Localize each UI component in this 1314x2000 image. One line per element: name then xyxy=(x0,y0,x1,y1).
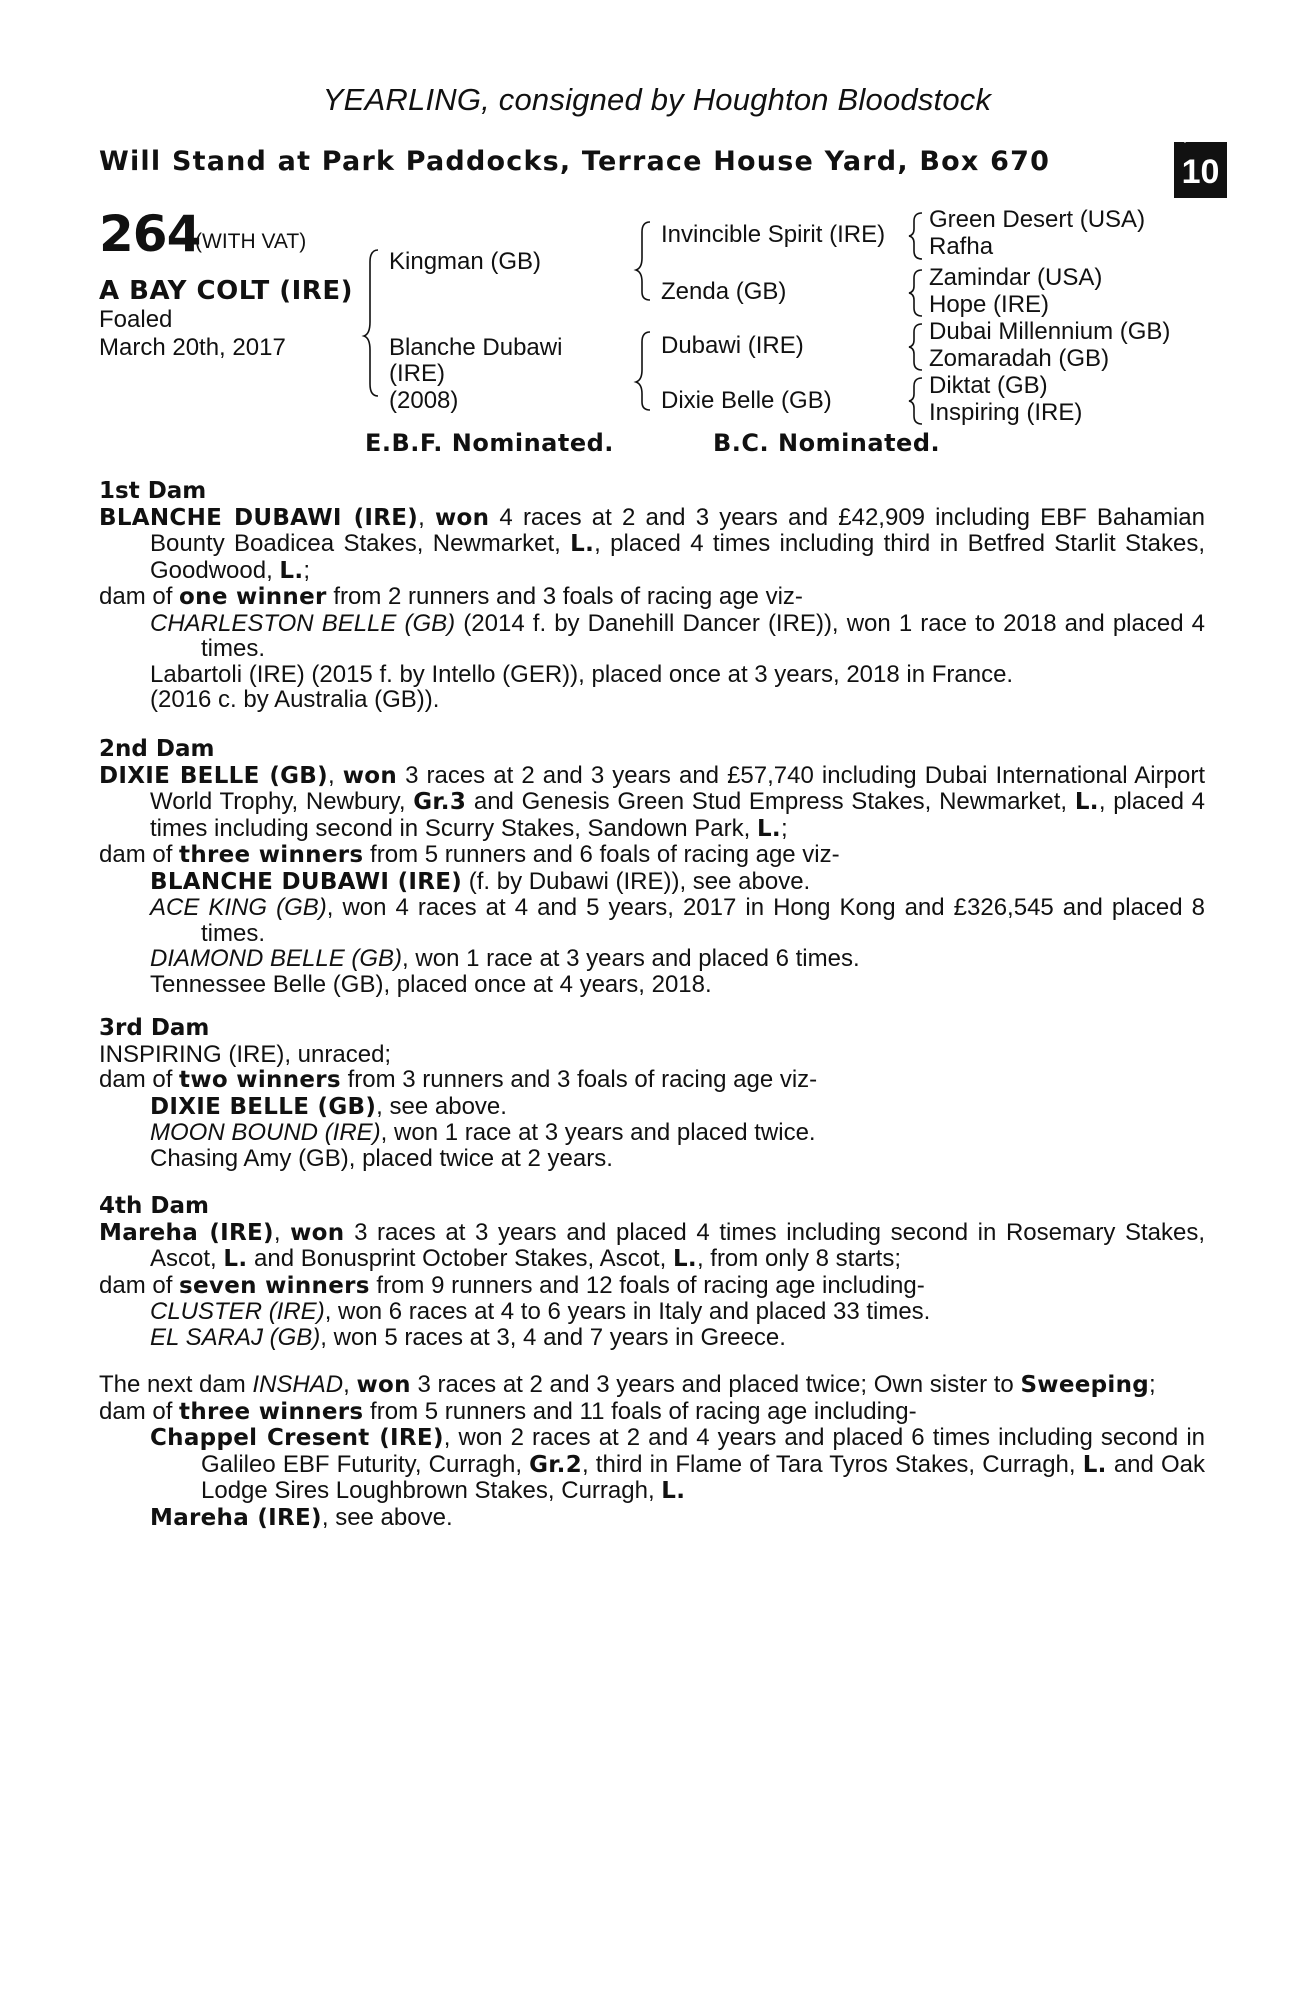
produce-item xyxy=(99,946,1205,972)
second-dam-text: 3 races at 2 and 3 years and £57,740 including Dubai International Airport World Trophy, Newbury, xyxy=(150,761,1205,815)
produce-text: (f. by Dubawi (IRE)), see above. xyxy=(462,867,811,895)
listed-mark: L. xyxy=(661,1478,686,1504)
next-dam-produce-summary xyxy=(99,1399,1205,1426)
second-dam-section xyxy=(99,737,1205,997)
group-mark: Gr.3 xyxy=(413,789,467,815)
second-dam-produce-summary xyxy=(99,842,1205,869)
pedigree-gp-5: Dubai Millennium (GB) xyxy=(929,318,1171,345)
produce-item xyxy=(99,611,1205,662)
fourth-dam-section xyxy=(99,1194,1205,1350)
listed-mark: L. xyxy=(756,815,781,842)
pedigree-sire-dam: Zenda (GB) xyxy=(661,278,787,305)
next-dam-section xyxy=(99,1372,1205,1531)
first-dam-section xyxy=(99,479,1205,713)
badge-plus-sign: + xyxy=(1180,129,1190,148)
listed-mark: L. xyxy=(570,531,595,557)
lot-name: A BAY COLT (IRE) xyxy=(99,276,353,306)
lot-number: 264 xyxy=(99,205,201,263)
winners-count: three winners xyxy=(179,1398,364,1425)
produce-text: , see above. xyxy=(321,1503,453,1531)
fourth-dam-text: 3 races at 3 years and placed 4 times including second in Rosemary Stakes, Ascot, xyxy=(150,1218,1205,1272)
winners-count: seven winners xyxy=(179,1272,370,1299)
produce-name: DIXIE BELLE (GB) xyxy=(150,1093,377,1120)
sister-name: Sweeping xyxy=(1020,1372,1150,1398)
next-dam-text: The next dam xyxy=(99,1371,253,1398)
dam-of-label: dam of xyxy=(99,1066,180,1093)
listed-mark: L. xyxy=(672,1246,697,1272)
pedigree-gp-3: Zamindar (USA) xyxy=(929,264,1103,291)
fourth-dam-heading: 4th Dam xyxy=(99,1193,209,1219)
first-dam-name: BLANCHE DUBAWI (IRE) xyxy=(99,504,419,531)
winners-count: one winner xyxy=(179,584,327,610)
produce-item: Tennessee Belle (GB), placed once at 4 years, 2018. xyxy=(150,970,712,998)
next-dam-record: The next dam INSHAD, won 3 races at 2 and 3 years and placed twice; Own sister to Sweeping; xyxy=(99,1371,1156,1398)
won-label: won xyxy=(342,762,398,789)
second-dam-text: , placed 4 times including second in Scurry Stakes, Sandown Park, xyxy=(150,788,1205,842)
lot-vat-note: (WITH VAT) xyxy=(195,230,307,253)
first-dam-text: ; xyxy=(303,556,311,584)
produce-item: (2016 c. by Australia (GB)). xyxy=(150,686,440,713)
won-label: won xyxy=(356,1372,411,1398)
consignment-title: YEARLING, consigned by Houghton Bloodstock xyxy=(322,82,992,117)
third-dam-record: INSPIRING (IRE), unraced; xyxy=(99,1040,392,1068)
ebf-nominated: E.B.F. Nominated. xyxy=(365,429,614,457)
produce-text: (2014 f. by xyxy=(455,609,588,637)
listed-mark: L. xyxy=(1074,789,1099,815)
winners-count: three winners xyxy=(179,842,364,868)
pedigree-dam-line3: (2008) xyxy=(389,387,459,414)
first-dam-heading: 1st Dam xyxy=(99,478,207,504)
stand-location: Will Stand at Park Paddocks, Terrace House Yard, Box 670 xyxy=(99,146,1051,177)
dam-of-label: dam of xyxy=(99,583,180,610)
third-dam-section xyxy=(99,1016,1205,1171)
first-dam-record: BLANCHE DUBAWI (IRE), won 4 races at 2 and 3 years and £42,909 including EBF Bahamian Bounty Boadicea Stakes, Newmarket, L., placed 4 times including third in Betfred Starlit Stakes, Goodwood, L.; xyxy=(99,503,1205,584)
third-dam-heading: 3rd Dam xyxy=(99,1015,210,1041)
produce-item xyxy=(99,1094,1205,1121)
produce-name: MOON BOUND (IRE) xyxy=(150,1119,381,1146)
fourth-dam-produce-summary xyxy=(99,1273,1205,1300)
produce-summary-text: from 3 runners and 3 foals of racing age viz- xyxy=(340,1066,818,1093)
produce-text: , won 2 races at 2 and 4 years and placed 6 times including second in Galileo EBF Futurity, Curragh, xyxy=(201,1424,1206,1478)
pedigree-dam-dam: Dixie Belle (GB) xyxy=(661,387,832,414)
pedigree-gp-8: Inspiring (IRE) xyxy=(929,399,1083,426)
next-dam-text: 3 races at 2 and 3 years and placed twice; Own sister to xyxy=(410,1371,1021,1398)
pedigree-dam-line2: (IRE) xyxy=(389,360,445,387)
produce-item: Labartoli (IRE) (2015 f. by Intello (GER)), placed once at 3 years, 2018 in France. xyxy=(150,660,1014,688)
pedigree-gp-1: Green Desert (USA) xyxy=(929,206,1146,233)
next-dam-name: INSHAD xyxy=(252,1371,344,1398)
produce-item xyxy=(99,1120,1205,1146)
foaled-label: Foaled xyxy=(99,306,173,333)
produce-text: and Oak Lodge Sires Loughbrown Stakes, Curragh, xyxy=(201,1450,1205,1504)
third-dam-produce-summary xyxy=(99,1067,1205,1094)
pedigree-dam-sire: Dubawi (IRE) xyxy=(661,332,804,359)
second-dam-record: DIXIE BELLE (GB), won 3 races at 2 and 3 years and £57,740 including Dubai International Airport World Trophy, Newbury, Gr.3 and Genesis Green Stud Empress Stakes, Newmarket, L., placed 4 times including second in Scurry Stakes, Sandown Park, L.; xyxy=(99,761,1205,842)
produce-name: CHARLESTON BELLE (GB) xyxy=(150,609,456,637)
produce-name: Mareha (IRE) xyxy=(150,1504,322,1531)
fourth-dam-text: and Bonusprint October Stakes, Ascot, xyxy=(247,1245,673,1272)
produce-text: , won 1 race at 3 years and placed 6 times. xyxy=(402,945,860,972)
pedigree-sire: Kingman (GB) xyxy=(389,248,542,275)
pedigree-gp-4: Hope (IRE) xyxy=(929,291,1050,318)
first-dam-text: , placed 4 times including third in Betfred Starlit Stakes, Goodwood, xyxy=(150,530,1205,584)
pedigree-gp-7: Diktat (GB) xyxy=(929,372,1048,399)
produce-name: BLANCHE DUBAWI (IRE) xyxy=(150,868,463,895)
won-label: won xyxy=(434,504,490,531)
bc-nominated: B.C. Nominated. xyxy=(713,429,941,457)
produce-summary-text: from 5 runners and 6 foals of racing age viz- xyxy=(363,841,840,868)
next-dam-text: ; xyxy=(1149,1371,1156,1398)
pedigree-dam-line1: Blanche Dubawi xyxy=(389,334,563,361)
listed-mark: L. xyxy=(279,557,304,584)
fourth-dam-text: , from only 8 starts; xyxy=(696,1245,901,1272)
first-dam-text: 4 races at 2 and 3 years and £42,909 including EBF Bahamian Bounty Boadicea Stakes, Newmarket, xyxy=(150,503,1205,557)
produce-text: , won 1 race at 3 years and placed twice. xyxy=(380,1119,816,1146)
produce-text: , won 5 races at 3, 4 and 7 years in Greece. xyxy=(320,1323,786,1351)
second-dam-name: DIXIE BELLE (GB) xyxy=(99,762,328,789)
dam-of-label: dam of xyxy=(99,841,180,868)
dam-of-label: dam of xyxy=(99,1397,180,1425)
won-label: won xyxy=(290,1219,345,1246)
produce-item xyxy=(99,869,1205,896)
group-mark: Gr.2 xyxy=(529,1451,583,1478)
foaled-date: March 20th, 2017 xyxy=(99,334,286,361)
dam-of-label: dam of xyxy=(99,1271,180,1299)
produce-text: ), won 1 race to 2018 and placed 4 times. xyxy=(201,609,1205,662)
produce-summary-text: from 2 runners and 3 foals of racing age viz- xyxy=(326,583,803,610)
produce-name: EL SARAJ (GB) xyxy=(150,1323,321,1351)
produce-name: Chappel Cresent (IRE) xyxy=(150,1425,444,1451)
fourth-dam-name: Mareha (IRE) xyxy=(99,1219,274,1246)
produce-item xyxy=(99,895,1205,946)
produce-text: , won 6 races at 4 to 6 years in Italy and placed 33 times. xyxy=(324,1298,931,1325)
produce-summary-text: from 5 runners and 11 foals of racing age including- xyxy=(363,1397,917,1425)
second-dam-heading: 2nd Dam xyxy=(99,736,215,762)
produce-item xyxy=(99,1505,1205,1532)
fourth-dam-record: Mareha (IRE), won 3 races at 3 years and placed 4 times including second in Rosemary Stakes, Ascot, L. and Bonusprint October Stakes, Ascot, L., from only 8 starts; xyxy=(99,1218,1205,1272)
second-dam-text: ; xyxy=(780,814,788,842)
first-dam-produce-summary xyxy=(99,584,1205,611)
produce-item: Chasing Amy (GB), placed twice at 2 years. xyxy=(150,1144,613,1172)
winners-count: two winners xyxy=(179,1067,341,1093)
produce-item xyxy=(99,1425,1205,1505)
produce-sire: Danehill Dancer (IRE) xyxy=(587,609,824,637)
pedigree-gp-6: Zomaradah (GB) xyxy=(929,345,1110,372)
badge-number: 10 xyxy=(1181,153,1220,191)
produce-text: , third in Flame of Tara Tyros Stakes, Curragh, xyxy=(582,1450,1083,1478)
pedigree-gp-2: Rafha xyxy=(929,233,994,260)
produce-item xyxy=(99,1325,1205,1351)
produce-summary-text: from 9 runners and 12 foals of racing age including- xyxy=(369,1271,925,1299)
produce-text: , see above. xyxy=(376,1092,507,1120)
produce-text: , won 4 races at 4 and 5 years, 2017 in Hong Kong and £326,545 and placed 8 times. xyxy=(201,894,1205,947)
second-dam-text: and Genesis Green Stud Empress Stakes, Newmarket, xyxy=(466,788,1075,815)
listed-mark: L. xyxy=(223,1246,248,1272)
produce-name: ACE KING (GB) xyxy=(150,894,327,921)
produce-name: DIAMOND BELLE (GB) xyxy=(150,945,403,972)
pedigree-sire-sire: Invincible Spirit (IRE) xyxy=(661,221,886,248)
produce-name: CLUSTER (IRE) xyxy=(150,1298,325,1325)
produce-item xyxy=(99,1299,1205,1325)
listed-mark: L. xyxy=(1082,1451,1107,1478)
